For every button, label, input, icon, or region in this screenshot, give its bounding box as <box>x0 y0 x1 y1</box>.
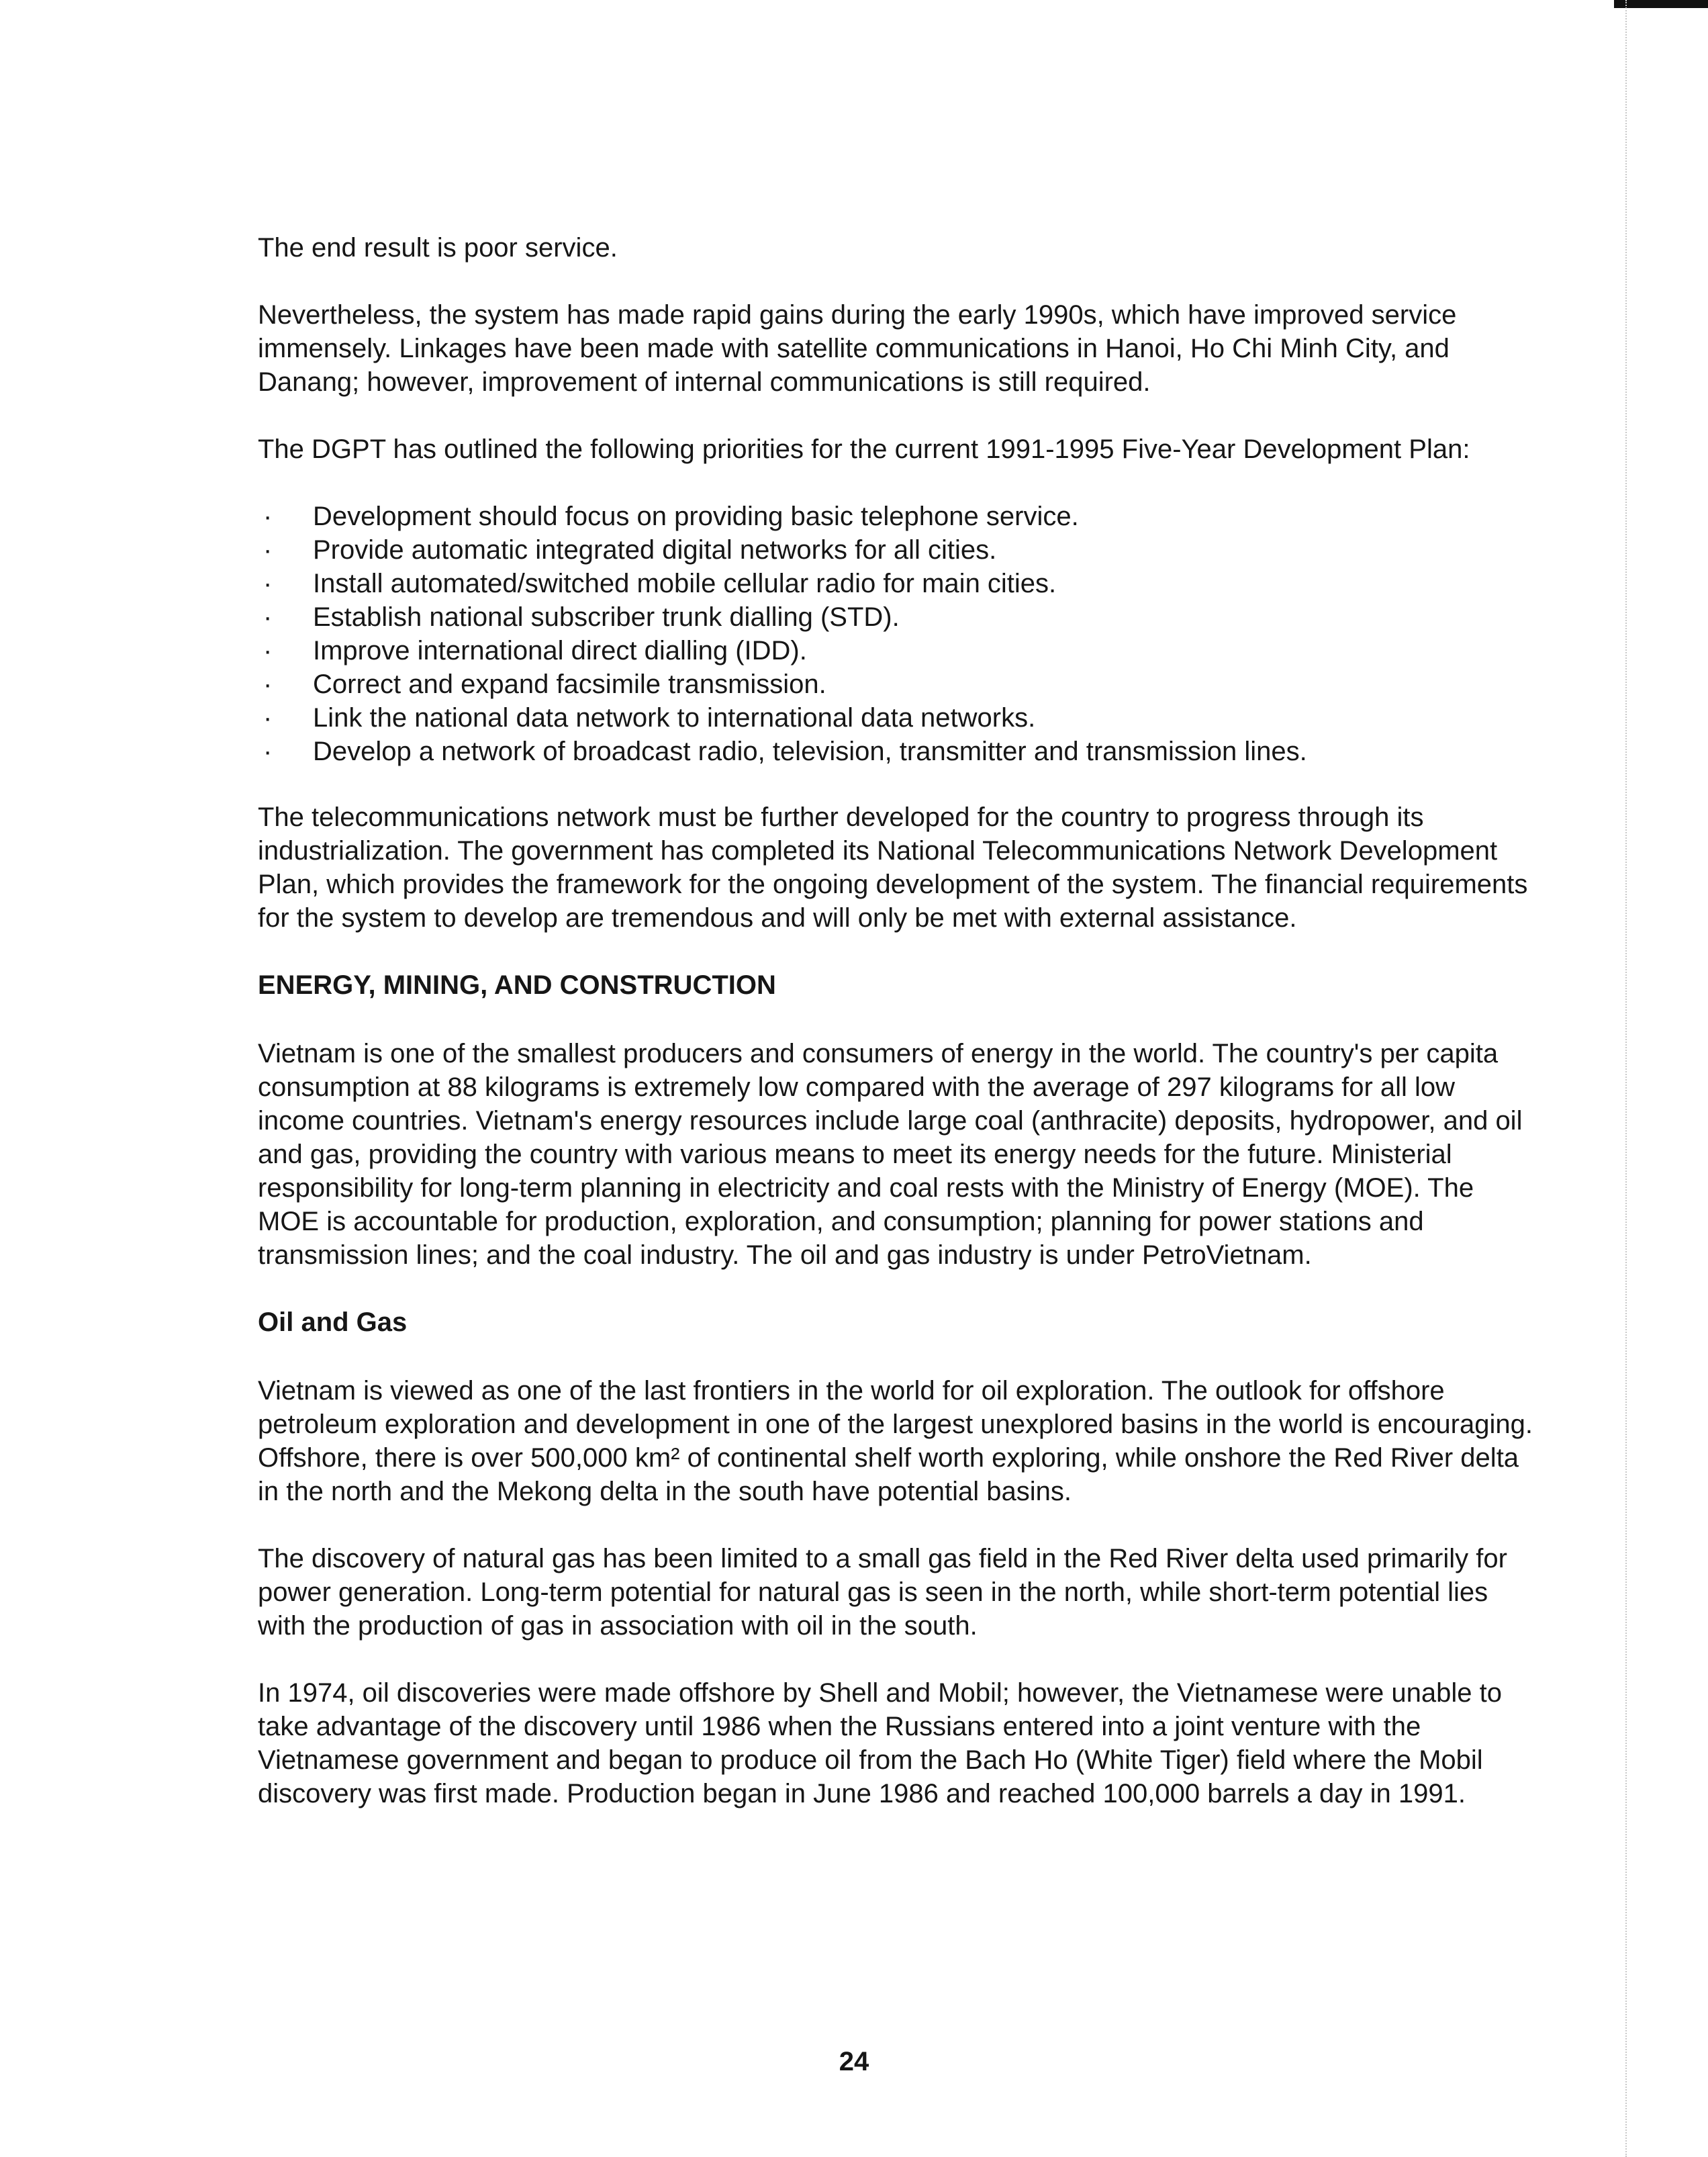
list-item-text: Improve international direct dialling (IDD). <box>313 636 807 666</box>
bullet-icon: · <box>263 703 273 733</box>
list-item-text: Link the national data network to international data networks. <box>313 703 1036 733</box>
page-body <box>258 231 1533 1844</box>
list-item <box>258 668 1533 701</box>
scan-edge-line <box>1625 0 1629 2157</box>
paragraph-rapid-gains: Nevertheless, the system has made rapid gains during the early 1990s, which have improved service immensely. Linkages have been made with satellite communications in Hanoi, Ho Chi Minh City, and Danang; however, improvement of internal communications is still required. <box>258 300 1457 397</box>
list-item-text: Install automated/switched mobile cellular radio for main cities. <box>313 569 1057 598</box>
bullet-icon: · <box>263 602 273 632</box>
list-item <box>258 533 1533 567</box>
paragraph-telecom-network: The telecommunications network must be further developed for the country to progress through its industrialization. The government has completed its National Telecommunications Network Development Plan, which provides the framework for the ongoing development of the system. The financial requirements for the system to develop are tremendous and will only be met with external assistance. <box>258 802 1528 933</box>
paragraph-poor-service: The end result is poor service. <box>258 233 618 263</box>
paragraph-natural-gas: The discovery of natural gas has been limited to a small gas field in the Red River delta used primarily for power generation. Long-term potential for natural gas is seen in the north, while short-term potential lies with the production of gas in association with oil in the south. <box>258 1544 1507 1641</box>
paragraph-energy-overview: Vietnam is one of the smallest producers and consumers of energy in the world. The country's per capita consumption at 88 kilograms is extremely low compared with the average of 297 kilograms for all low income countries. Vietnam's energy resources include large coal (anthracite) deposits, hydropower, and oil and gas, providing the country with various means to meet its energy needs for the future. Ministerial responsibility for long-term planning in electricity and coal rests with the Ministry of Energy (MOE). The MOE is accountable for production, exploration, and consumption; planning for power stations and transmission lines; and the coal industry. The oil and gas industry is under PetroVietnam. <box>258 1039 1523 1270</box>
page-number: 24 <box>839 2047 869 2076</box>
bullet-icon: · <box>263 502 273 531</box>
list-item <box>258 735 1533 768</box>
list-item-text: Provide automatic integrated digital networks for all cities. <box>313 535 997 565</box>
bullet-icon: · <box>263 737 273 766</box>
subsection-heading: Oil and Gas <box>258 1307 408 1337</box>
section-heading: ENERGY, MINING, AND CONSTRUCTION <box>258 970 776 1000</box>
list-item-text: Development should focus on providing basic telephone service. <box>313 502 1079 531</box>
list-item <box>258 567 1533 600</box>
bullet-icon: · <box>263 535 273 565</box>
list-item <box>258 500 1533 533</box>
priorities-list <box>258 500 1533 768</box>
paragraph-dgpt-priorities-intro: The DGPT has outlined the following priorities for the current 1991-1995 Five-Year Development Plan: <box>258 434 1470 464</box>
list-item-text: Correct and expand facsimile transmission. <box>313 670 826 699</box>
paragraph-oil-exploration: Vietnam is viewed as one of the last frontiers in the world for oil exploration. The outlook for offshore petroleum exploration and development in one of the largest unexplored basins in the world is encouraging. Offshore, there is over 500,000 km² of continental shelf worth exploring, while onshore the Red River delta in the north and the Mekong delta in the south have potential basins. <box>258 1376 1533 1506</box>
bullet-icon: · <box>263 636 273 666</box>
list-item <box>258 701 1533 735</box>
list-item <box>258 634 1533 668</box>
list-item-text: Establish national subscriber trunk dialling (STD). <box>313 602 900 632</box>
bullet-icon: · <box>263 670 273 699</box>
bullet-icon: · <box>263 569 273 598</box>
list-item-text: Develop a network of broadcast radio, television, transmitter and transmission lines. <box>313 737 1307 766</box>
paragraph-oil-discoveries: In 1974, oil discoveries were made offshore by Shell and Mobil; however, the Vietnamese were unable to take advantage of the discovery until 1986 when the Russians entered into a joint venture with the Vietnamese government and began to produce oil from the Bach Ho (White Tiger) field where the Mobil discovery was first made. Production began in June 1986 and reached 100,000 barrels a day in 1991. <box>258 1678 1502 1808</box>
list-item <box>258 600 1533 634</box>
